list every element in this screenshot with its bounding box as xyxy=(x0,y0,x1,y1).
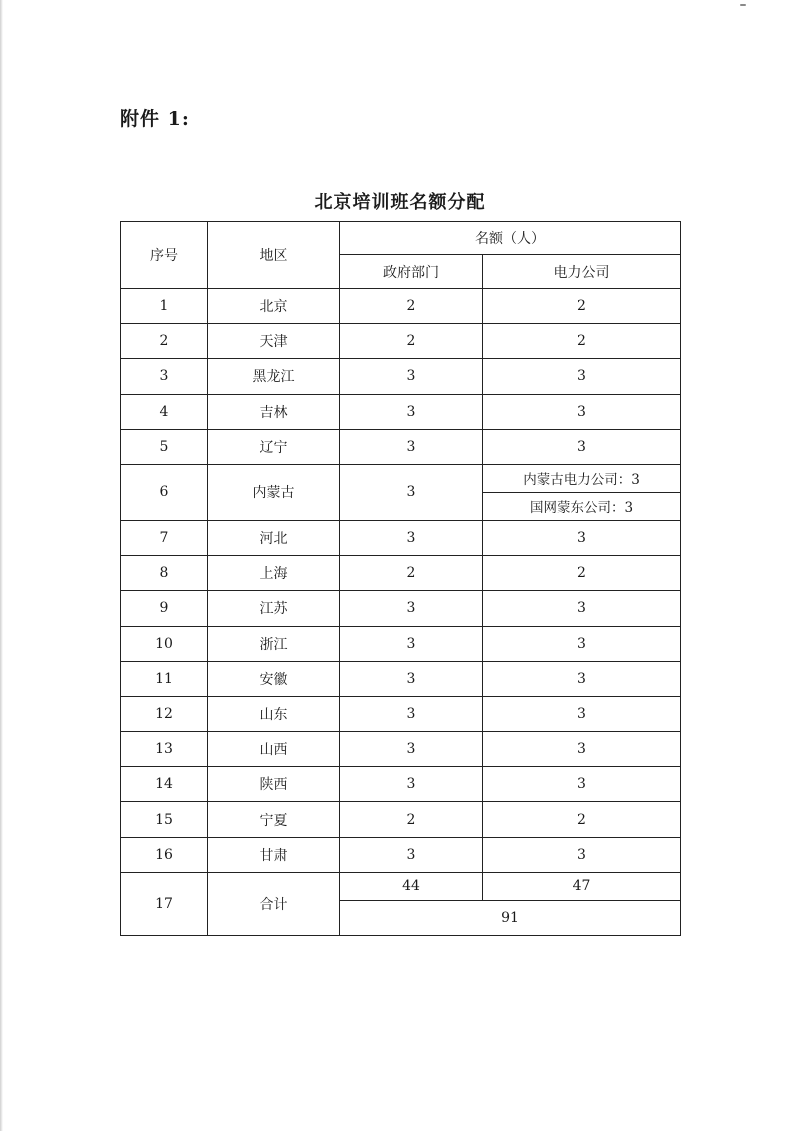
cell-no: 16 xyxy=(121,837,208,872)
cell-gov: 3 xyxy=(340,732,483,767)
table-row xyxy=(121,464,681,492)
cell-power: 3 xyxy=(483,626,681,661)
cell-no: 3 xyxy=(121,359,208,394)
cell-region: 甘肃 xyxy=(208,837,340,872)
scan-edge xyxy=(0,0,3,1131)
cell-power: 3 xyxy=(483,359,681,394)
cell-region: 宁夏 xyxy=(208,802,340,837)
cell-power: 3 xyxy=(483,591,681,626)
cell-power: 2 xyxy=(483,802,681,837)
cell-no: 14 xyxy=(121,767,208,802)
cell-power: 3 xyxy=(483,429,681,464)
cell-region: 江苏 xyxy=(208,591,340,626)
cell-no: 5 xyxy=(121,429,208,464)
cell-no: 2 xyxy=(121,324,208,359)
cell-gov: 3 xyxy=(340,837,483,872)
cell-no: 7 xyxy=(121,520,208,555)
table-row xyxy=(121,520,681,555)
cell-power: 2 xyxy=(483,289,681,324)
cell-power: 3 xyxy=(483,732,681,767)
cell-no: 12 xyxy=(121,696,208,731)
cell-gov: 3 xyxy=(340,626,483,661)
cell-no: 15 xyxy=(121,802,208,837)
table-title: 北京培训班名额分配 xyxy=(314,192,486,213)
cell-no: 11 xyxy=(121,661,208,696)
total-no: 17 xyxy=(121,872,208,935)
cell-no: 8 xyxy=(121,556,208,591)
cell-gov: 3 xyxy=(340,394,483,429)
cell-region: 内蒙古 xyxy=(208,464,340,520)
table-row xyxy=(121,661,681,696)
header-row xyxy=(121,222,681,255)
cell-power: 3 xyxy=(483,394,681,429)
scan-speck xyxy=(740,4,746,6)
cell-no: 10 xyxy=(121,626,208,661)
cell-gov: 3 xyxy=(340,591,483,626)
cell-power: 2 xyxy=(483,556,681,591)
cell-gov: 3 xyxy=(340,767,483,802)
table-row xyxy=(121,429,681,464)
cell-gov: 2 xyxy=(340,556,483,591)
cell-region: 吉林 xyxy=(208,394,340,429)
cell-region: 山东 xyxy=(208,696,340,731)
cell-region: 浙江 xyxy=(208,626,340,661)
cell-region: 天津 xyxy=(208,324,340,359)
cell-region: 陕西 xyxy=(208,767,340,802)
cell-gov: 3 xyxy=(340,464,483,520)
table-row xyxy=(121,556,681,591)
total-all: 91 xyxy=(340,900,681,935)
table-row xyxy=(121,324,681,359)
cell-power-inner-mongolia-power: 内蒙古电力公司：3 xyxy=(483,464,681,492)
cell-no: 4 xyxy=(121,394,208,429)
cell-no: 1 xyxy=(121,289,208,324)
cell-region: 北京 xyxy=(208,289,340,324)
total-label: 合计 xyxy=(208,872,340,935)
cell-region: 上海 xyxy=(208,556,340,591)
cell-no: 13 xyxy=(121,732,208,767)
table-row xyxy=(121,767,681,802)
cell-power: 3 xyxy=(483,837,681,872)
cell-gov: 2 xyxy=(340,289,483,324)
cell-gov: 3 xyxy=(340,429,483,464)
total-gov: 44 xyxy=(340,872,483,900)
cell-power: 3 xyxy=(483,696,681,731)
cell-power-state-grid-east-mongolia: 国网蒙东公司：3 xyxy=(483,492,681,520)
quota-table xyxy=(120,221,681,936)
table-row xyxy=(121,837,681,872)
header-power: 电力公司 xyxy=(483,255,681,289)
table-row xyxy=(121,696,681,731)
cell-no: 9 xyxy=(121,591,208,626)
cell-no: 6 xyxy=(121,464,208,520)
table-row xyxy=(121,626,681,661)
cell-gov: 3 xyxy=(340,359,483,394)
attachment-label: 附件 1: xyxy=(120,108,190,130)
cell-gov: 2 xyxy=(340,324,483,359)
total-row xyxy=(121,872,681,900)
table-row xyxy=(121,732,681,767)
table-row xyxy=(121,289,681,324)
table-row xyxy=(121,394,681,429)
cell-region: 辽宁 xyxy=(208,429,340,464)
header-gov: 政府部门 xyxy=(340,255,483,289)
cell-gov: 3 xyxy=(340,520,483,555)
cell-power: 3 xyxy=(483,661,681,696)
total-power: 47 xyxy=(483,872,681,900)
header-quota: 名额（人） xyxy=(340,222,681,255)
header-region: 地区 xyxy=(208,222,340,289)
header-no: 序号 xyxy=(121,222,208,289)
cell-region: 安徽 xyxy=(208,661,340,696)
table-row xyxy=(121,591,681,626)
cell-power: 2 xyxy=(483,324,681,359)
cell-power: 3 xyxy=(483,767,681,802)
cell-gov: 3 xyxy=(340,696,483,731)
table-row xyxy=(121,359,681,394)
table-row xyxy=(121,802,681,837)
cell-region: 黑龙江 xyxy=(208,359,340,394)
cell-power: 3 xyxy=(483,520,681,555)
cell-gov: 2 xyxy=(340,802,483,837)
cell-region: 山西 xyxy=(208,732,340,767)
cell-region: 河北 xyxy=(208,520,340,555)
cell-gov: 3 xyxy=(340,661,483,696)
